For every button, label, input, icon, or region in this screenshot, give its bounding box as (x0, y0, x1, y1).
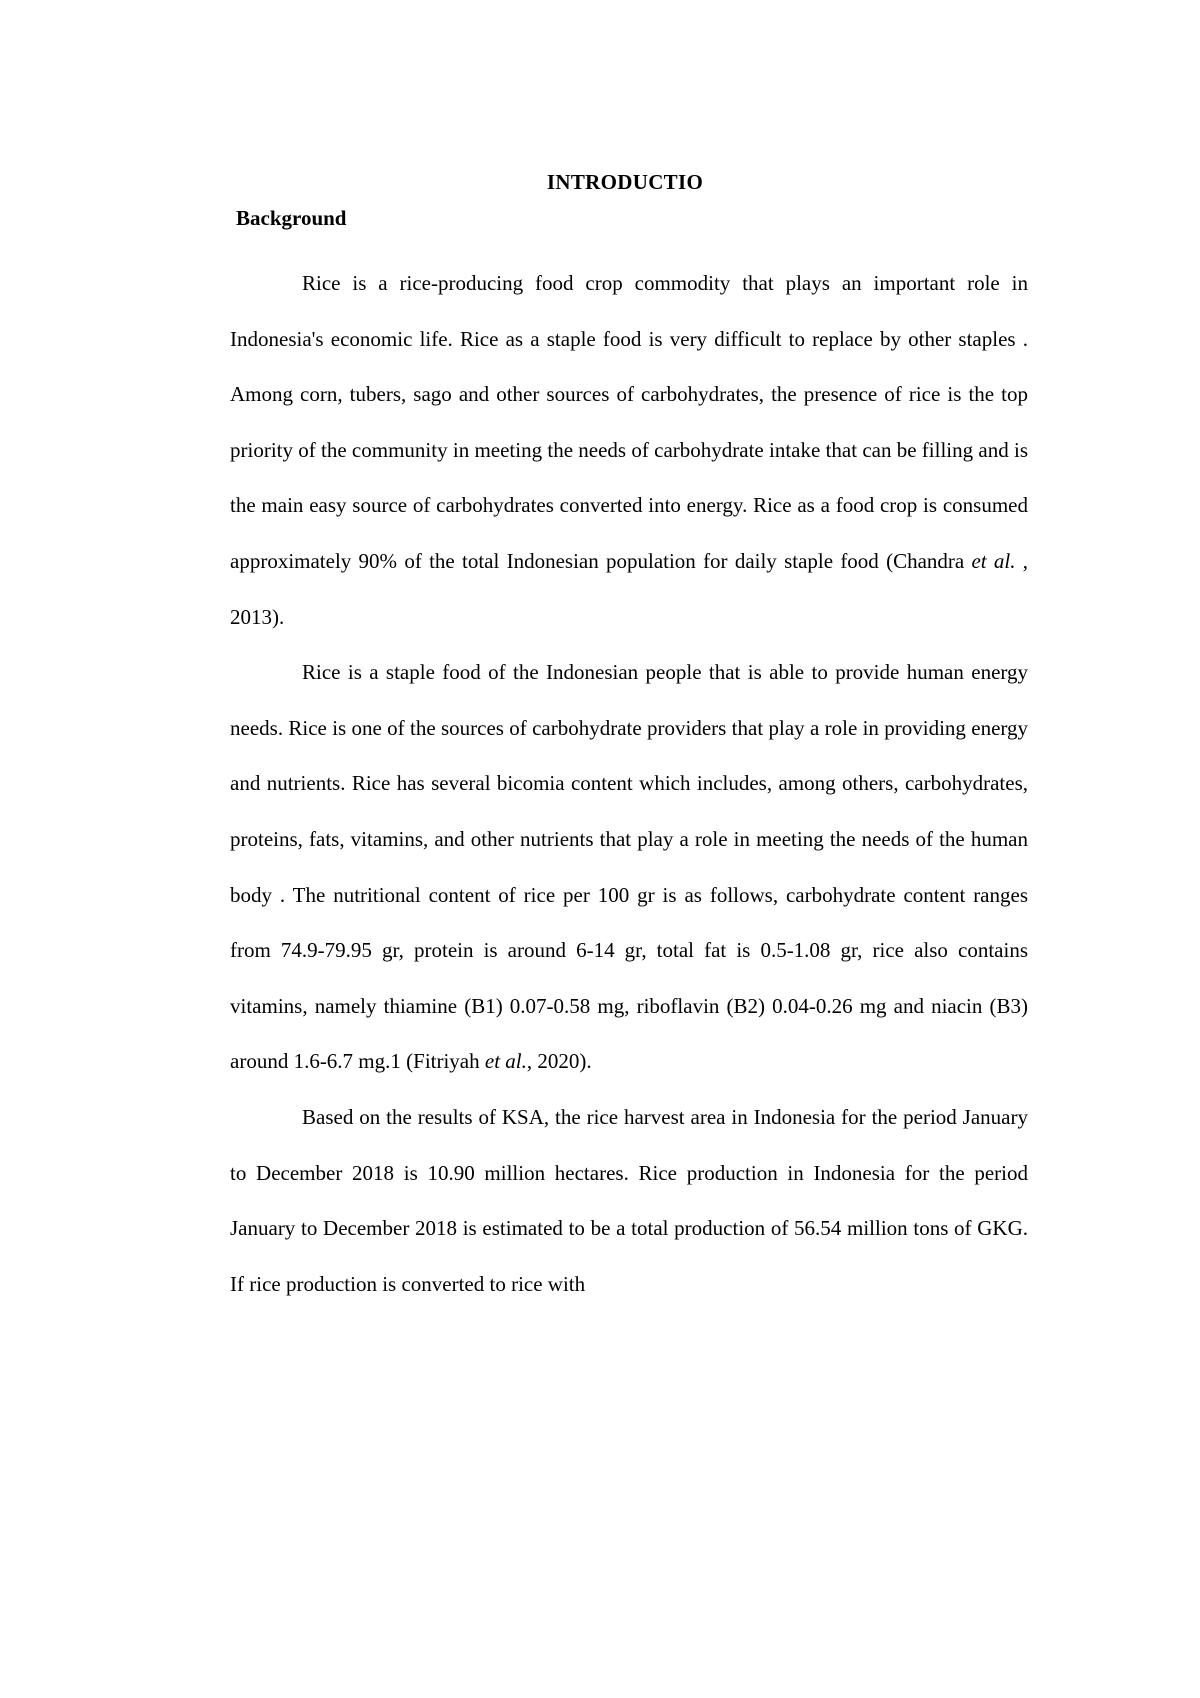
paragraph-text: Based on the results of KSA, the rice harvest area in Indonesia for the period January to December 2018 is 10.90 million hectares. Rice production in Indonesia for the period January to December 2018 is estimated to be a total production of 56.54 million tons of GKG. If rice production is converted to rice with (230, 1104, 1028, 1296)
citation-italic: et al. (971, 548, 1016, 573)
paragraph-text: Rice is a rice-producing food crop commodity that plays an important role in Indonesia's economic life. Rice as a staple food is very difficult to replace by other staples . Among corn, tubers, sago and other sources of carbohydrates, the presence of rice is the top priority of the community in meeting the needs of carbohydrate intake that can be filling and is the main easy source of carbohydrates converted into energy. Rice as a food crop is consumed approximately 90% of the total Indonesian population for daily staple food (Chandra (230, 271, 1028, 573)
page-title: INTRODUCTIO (546, 170, 704, 194)
body-text (230, 256, 1028, 1312)
citation-tail: , 2013). (230, 548, 1029, 629)
paragraph-1 (230, 256, 1028, 645)
paragraph-2 (230, 645, 1028, 1090)
section-heading: Background (236, 206, 347, 230)
paragraph-text: Rice is a staple food of the Indonesian people that is able to provide human energy needs. Rice is one of the sources of carbohydrate providers that play a role in providing energy and nutrients. Rice has several bicomia content which includes, among others, carbohydrates, proteins, fats, vitamins, and other nutrients that play a role in meeting the needs of the human body . The nutritional content of rice per 100 gr is as follows, carbohydrate content ranges from 74.9-79.95 gr, protein is around 6-14 gr, total fat is 0.5-1.08 gr, rice also contains vitamins, namely thiamine (B1) 0.07-0.58 mg, riboflavin (B2) 0.04-0.26 mg and niacin (B3) around 1.6-6.7 mg.1 (Fitriyah (230, 660, 1028, 1074)
citation-tail: , 2020). (526, 1049, 592, 1074)
paragraph-3 (230, 1090, 1028, 1312)
citation-italic: et al. (484, 1049, 527, 1074)
